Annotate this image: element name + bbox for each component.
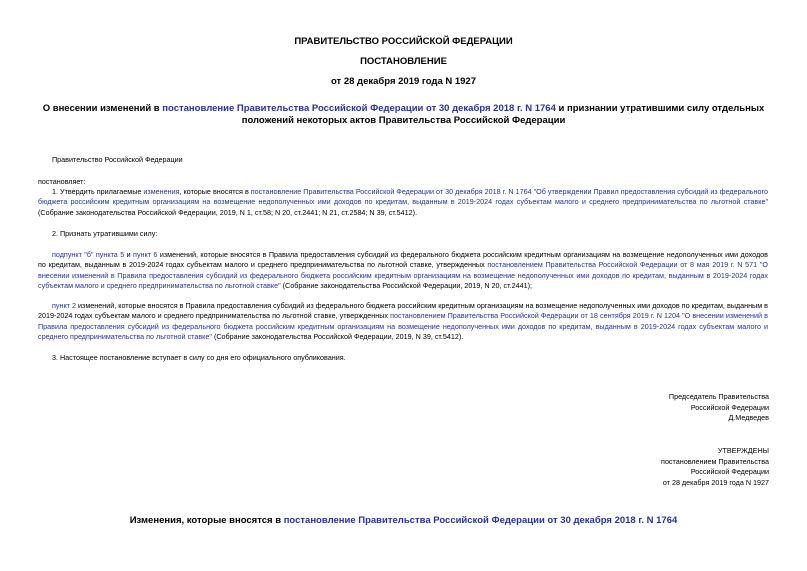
sub-item-2: пункт 2 изменений, которые вносятся в Правила предоставления субсидий из федерального бюджета российским кредитным организациям на возмещение недополученных ими доходов по кредитам, выданным в 2019-2024 годах субъектам малого и среднего предпринимательства по льготной ставке, утвержденных постановлением Правительства Российской Федерации от 18 сентября 2019 г. N 1204 "О внесении изменений в Правила предоставления субсидий из федерального бюджета российским кредитным организациям на возмещение недополученных ими доходов по кредитам, выданным в 2019-2024 годах субъектам малого и среднего предпринимательства по льготной ставке" (Собрание законодательства Российской Федерации, 2019, N 39, ст.5412).	[38, 301, 769, 342]
approval-title: УТВЕРЖДЕНЫ	[717, 446, 769, 455]
document-title: О внесении изменений в постановление Правительства Российской Федерации от 30 декабря 2018 г. N 1764 и признании утратившими силу отдельных положений некоторых актов Правительства Российской Федерации	[42, 103, 765, 126]
intro-text: Правительство Российской Федерации	[52, 155, 183, 164]
approval-date: от 28 декабря 2019 года N 1927	[662, 477, 769, 487]
signature-org: Российской Федерации	[690, 402, 769, 412]
changes-heading: Изменения, которые вносятся в постановление Правительства Российской Федерации от 30 декабря 2018 г. N 1764	[129, 515, 678, 526]
sub-1-link-point[interactable]: пункт 6	[133, 250, 158, 259]
signature-title: Председатель Правительства	[668, 392, 769, 401]
item-3: 3. Настоящее постановление вступает в силу со дня его официального опубликования.	[52, 353, 346, 362]
changes-heading-link[interactable]: постановление Правительства Российской Федерации от 30 декабря 2018 г. N 1764	[283, 515, 678, 526]
sub-item-1: подпункт "б" пункта 5 и пункт 6 изменений, которые вносятся в Правила предоставления субсидий из федерального бюджета российским кредитным организациям на возмещение недополученных ими доходов по кредитам, выданным в 2019-2024 годах субъектам малого и среднего предпринимательства по льготной ставке, утвержденных постановлением Правительства Российской Федерации от 8 мая 2019 г. N 571 "О внесении изменений в Правила предоставления субсидий из федерального бюджета российским кредитным организациям на возмещение недополученных ими доходов по кредитам, выданным в 2019-2024 годах субъектам малого и среднего предпринимательства по льготной ставке" (Собрание законодательства Российской Федерации, 2019, N 20, ст.2441);	[38, 250, 769, 291]
approval-block	[661, 446, 769, 488]
title-link[interactable]: постановление Правительства Российской Федерации от 30 декабря 2018 г. N 1764	[162, 103, 556, 114]
item-1: 1. Утвердить прилагаемые изменения, которые вносятся в постановление Правительства Российской Федерации от 30 декабря 2018 г. N 1764 "Об утверждении Правил предоставления субсидий из федерального бюджета российским кредитным организациям на возмещение недополученных ими доходов по кредитам, выданным в 2019-2024 годах субъектам малого и среднего предпринимательства по льготной ставке" (Собрание законодательства Российской Федерации, 2019, N 1, ст.58; N 20, ст.2441; N 21, ст.2584; N 39, ст.5412).	[38, 187, 768, 217]
government-header: ПРАВИТЕЛЬСТВО РОССИЙСКОЙ ФЕДЕРАЦИИ	[294, 36, 513, 47]
item-1-link-resolution[interactable]: постановление Правительства Российской Федерации от 30 декабря 2018 г. N 1764 "Об утверждении Правил предоставления субсидий из федерального бюджета российским кредитным организациям на возмещение недополученных ими доходов по кредитам, выданным в 2019-2024 годах субъектам малого и среднего предпринимательства по льготной ставке"	[38, 187, 768, 207]
approval-by: постановлением Правительства	[661, 456, 769, 466]
signature-name: Д.Медведев	[728, 413, 769, 422]
sub-2-link-point[interactable]: пункт 2	[52, 301, 76, 310]
approval-org: Российской Федерации	[690, 467, 769, 476]
sub-2-link-resolution[interactable]: постановлением Правительства Российской Федерации от 18 сентября 2019 г. N 1204 "О внесении изменений в Правила предоставления субсидий из федерального бюджета российским кредитным организациям на возмещение недополученных ими доходов по кредитам, выданным в 2019-2024 годах субъектам малого и среднего предпринимательства по льготной ставке"	[38, 311, 768, 342]
sub-1-link-subpoint[interactable]: подпункт "б" пункта 5	[52, 250, 125, 259]
document-type: ПОСТАНОВЛЕНИЕ	[360, 56, 447, 67]
item-1-link-changes[interactable]: изменения	[143, 187, 180, 196]
item-2: 2. Признать утратившими силу:	[52, 229, 158, 238]
signature-block	[669, 392, 769, 424]
document-date-number: от 28 декабря 2019 года N 1927	[330, 76, 476, 87]
sub-1-link-resolution[interactable]: постановлением Правительства Российской Федерации от 8 мая 2019 г. N 571 "О внесении изменений в Правила предоставления субсидий из федерального бюджета российским кредитным организациям на возмещение недополученных ими доходов по кредитам, выданным в 2019-2024 годах субъектам малого и среднего предпринимательства по льготной ставке"	[38, 260, 768, 291]
decides-text: постановляет:	[38, 177, 86, 186]
